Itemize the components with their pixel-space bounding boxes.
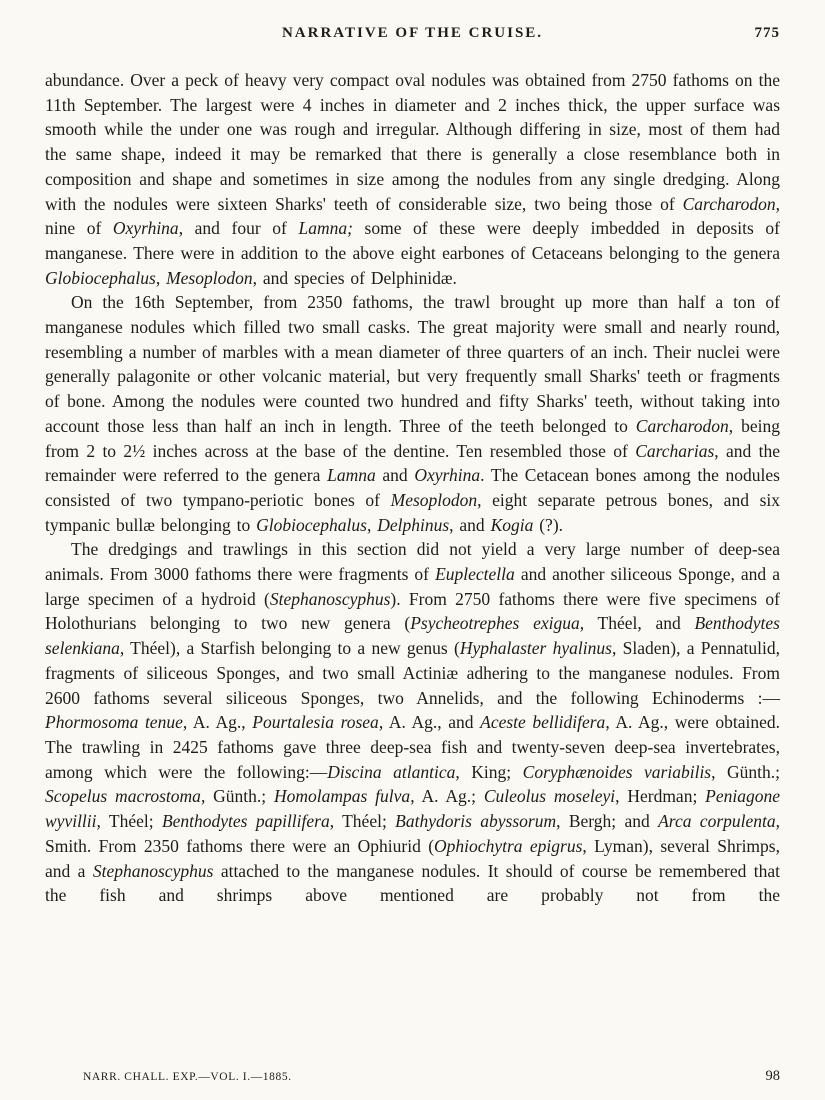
- species-name-italic: Delphinus: [377, 514, 450, 535]
- species-name-italic: Phormosoma tenue: [45, 712, 183, 733]
- paragraph: [45, 537, 780, 908]
- species-name-italic: Mesoplodon: [166, 267, 253, 288]
- text-run: and another siliceous Sponge, and a large specimen of a hydroid (: [45, 564, 780, 609]
- text-run: abundance. Over a peck of heavy very compact oval nodules was obtained from 2750 fathoms on the 11th September. The largest were 4 inches in diameter and 2 inches thick, the upper surface was smooth while the under one was rough and irregular. Although differing in size, most of them had the same shape, indeed it may be remarked that there is generally a close resemblance both in composition and shape and sometimes in size among the nodules from any single dredging. Along with the nodules were sixteen Sharks' teeth of considerable size, two being those of: [45, 70, 780, 214]
- text-run: The dredgings and trawlings in this section did not yield a very large number of deep-sea animals. From 3000 fathoms there were fragments of: [45, 539, 780, 585]
- text-run: , A. Ag.,: [182, 712, 253, 733]
- species-name-italic: Benthodytes papillifera: [161, 811, 330, 832]
- signature-mark: 98: [765, 1068, 780, 1084]
- text-run: , A. Ag., were obtained. The trawling in 2425 fathoms gave three deep-sea fish and twenty-seven deep-sea invertebrates, among which were the following:—: [45, 712, 780, 782]
- text-run: , Günth.;: [200, 786, 274, 807]
- species-name-italic: Lamna;: [298, 218, 353, 239]
- text-run: , Smith. From 2350 fathoms there were an Ophiurid (: [45, 811, 781, 856]
- species-name-italic: Benthodytes selenkiana: [45, 613, 780, 659]
- species-name-italic: Kogia: [490, 514, 534, 535]
- species-name-italic: Ophiochytra epigrus: [434, 835, 583, 856]
- species-name-italic: Globiocephalus: [256, 514, 367, 535]
- page-footer: [45, 1068, 780, 1085]
- running-title: NARRATIVE OF THE CRUISE.: [281, 25, 544, 41]
- species-name-italic: Euplectella: [435, 564, 515, 585]
- text-run: (?).: [533, 514, 564, 535]
- text-run: , and species of Delphinidæ.: [252, 267, 457, 288]
- text-run: , being from 2 to 2½ inches across at the base of the dentine. Ten resembled those of: [45, 415, 780, 461]
- text-run: attached to the manganese nodules. It should of course be remembered that the fish and shrimps above mentioned are probably not from the: [45, 860, 780, 906]
- species-name-italic: Lamna: [327, 465, 376, 486]
- text-run: . The Cetacean bones among the nodules consisted of two tympano-periotic bones of: [45, 465, 780, 510]
- text-run: , and four of: [178, 218, 299, 239]
- text-run: , Lyman), several Shrimps, and a: [45, 835, 780, 881]
- text-run: some of these were deeply imbedded in deposits of manganese. There were in addition to the above eight earbones of Cetaceans belonging to the genera: [45, 218, 780, 263]
- species-name-italic: Oxyrhina: [112, 218, 179, 239]
- species-name-italic: Mesoplodon: [390, 489, 478, 510]
- species-name-italic: Culeolus moseleyi: [483, 786, 616, 807]
- text-run: , Bergh; and: [556, 811, 659, 832]
- species-name-italic: Carcharodon: [682, 193, 776, 214]
- page-number: 775: [754, 25, 780, 41]
- footer-imprint: NARR. CHALL. EXP.—VOL. I.—1885.: [83, 1071, 292, 1083]
- species-name-italic: Bathydoris abyssorum: [395, 811, 557, 832]
- paragraph: [45, 68, 780, 290]
- paragraph: [45, 290, 780, 537]
- page-header: [45, 24, 780, 46]
- text-run: , Sladen), a Pennatulid, fragments of siliceous Sponges, and two small Actiniæ adhering to the manganese nodules. From 2600 fathoms several siliceous Sponges, two Annelids, and the following Echinoderms :—: [45, 638, 780, 708]
- species-name-italic: Oxyrhina: [414, 465, 481, 486]
- text-run: , King;: [455, 761, 523, 782]
- species-name-italic: Globiocephalus: [45, 267, 156, 288]
- text-run: ,: [155, 267, 167, 288]
- text-run: , Théel, and: [579, 613, 695, 634]
- species-name-italic: Coryphænoides variabilis: [522, 761, 712, 782]
- text-run: , nine of: [45, 193, 780, 239]
- text-run: and: [375, 465, 415, 486]
- text-run: ,: [366, 514, 378, 535]
- species-name-italic: Carcharodon: [635, 415, 729, 436]
- text-run: , A. Ag.;: [410, 786, 484, 807]
- text-run: , Théel), a Starfish belonging to a new genus (: [119, 638, 460, 659]
- text-run: , and: [449, 514, 491, 535]
- text-run: , and the remainder were referred to the genera: [45, 440, 780, 486]
- species-name-italic: Pourtalesia rosea: [252, 712, 379, 733]
- text-run: , eight separate petrous bones, and six tympanic bullæ belonging to: [45, 489, 780, 535]
- page-body: [45, 68, 780, 908]
- text-run: , Théel;: [329, 811, 396, 832]
- species-name-italic: Aceste bellidifera: [480, 712, 606, 733]
- text-run: ). From 2750 fathoms there were five specimens of Holothurians belonging to two new genera (: [45, 588, 780, 634]
- species-name-italic: Stephanoscyphus: [269, 588, 391, 609]
- species-name-italic: Peniagone wyvillii: [45, 786, 780, 832]
- text-run: , Théel;: [96, 811, 162, 832]
- text-run: , Herdman;: [615, 786, 706, 807]
- species-name-italic: Hyphalaster hyalinus: [459, 638, 612, 659]
- species-name-italic: Arca corpulenta: [658, 811, 776, 832]
- species-name-italic: Homolampas fulva: [274, 786, 411, 807]
- species-name-italic: Carcharias: [635, 440, 715, 461]
- species-name-italic: Psycheotrephes exigua: [410, 613, 580, 634]
- text-run: , A. Ag., and: [378, 712, 481, 733]
- species-name-italic: Stephanoscyphus: [92, 860, 214, 881]
- text-run: On the 16th September, from 2350 fathoms, the trawl brought up more than half a ton of manganese nodules which filled two small casks. The great majority were small and nearly round, resembling a number of marbles with a mean diameter of three quarters of an inch. Their nuclei were generally palagonite or other volcanic material, but very frequently small Sharks' teeth or fragments of bone. Among the nodules were counted two hundred and fifty Sharks' teeth, without taking into account those less than half an inch in length. Three of the teeth belonged to: [45, 292, 780, 436]
- text-run: , Günth.;: [711, 761, 780, 782]
- species-name-italic: Scopelus macrostoma: [45, 786, 201, 807]
- species-name-italic: Discina atlantica: [327, 761, 456, 782]
